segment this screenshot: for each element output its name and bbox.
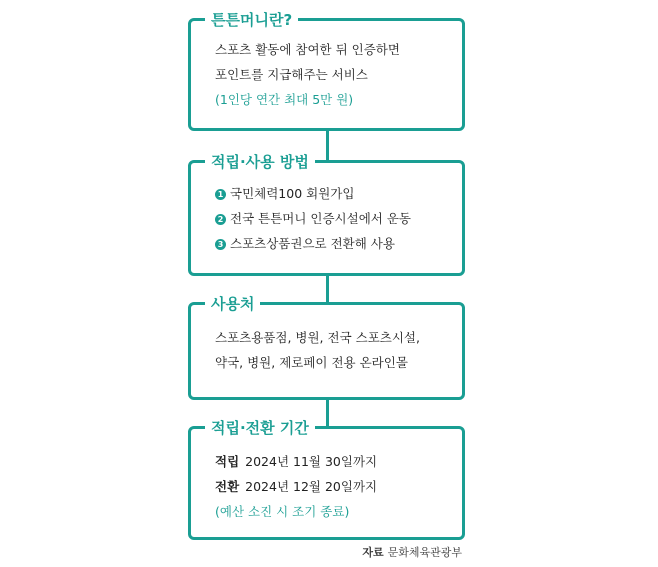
places-title: 사용처	[205, 294, 260, 314]
intro-line: 스포츠 활동에 참여한 뒤 인증하면	[215, 42, 400, 57]
method-steps	[215, 181, 452, 256]
intro-title: 튼튼머니란?	[205, 10, 298, 30]
period-row	[215, 474, 452, 499]
connector-line	[326, 274, 329, 304]
intro-box	[188, 11, 465, 131]
method-box	[188, 153, 465, 276]
intro-line: 포인트를 지급해주는 서비스	[215, 67, 368, 82]
period-row	[215, 449, 452, 474]
source-label: 자료	[362, 546, 384, 559]
places-box	[188, 295, 465, 400]
period-value: 2024년 11월 30일까지	[245, 454, 378, 469]
intro-note: (1인당 연간 최대 5만 원)	[215, 92, 354, 107]
intro-body	[215, 37, 452, 112]
step-number-badge: 1	[215, 189, 226, 200]
connector-line	[326, 130, 329, 162]
step-item	[215, 181, 452, 206]
places-line: 스포츠용품점, 병원, 전국 스포츠시설,	[215, 330, 420, 345]
step-text: 스포츠상품권으로 전환해 사용	[230, 236, 395, 251]
step-item	[215, 206, 452, 231]
step-text: 국민체력100 회원가입	[230, 186, 355, 201]
places-line: 약국, 병원, 제로페이 전용 온라인몰	[215, 355, 408, 370]
method-title: 적립·사용 방법	[205, 152, 315, 172]
source-credit	[362, 544, 462, 560]
connector-line	[326, 398, 329, 428]
period-body	[215, 449, 452, 524]
period-note: (예산 소진 시 조기 종료)	[215, 504, 350, 519]
step-item	[215, 231, 452, 256]
step-text: 전국 튼튼머니 인증시설에서 운동	[230, 211, 411, 226]
period-label: 적립	[215, 454, 240, 469]
step-number-badge: 3	[215, 239, 226, 250]
period-title: 적립·전환 기간	[205, 418, 315, 438]
step-number-badge: 2	[215, 214, 226, 225]
period-box	[188, 419, 465, 540]
places-body	[215, 325, 452, 375]
period-value: 2024년 12월 20일까지	[245, 479, 378, 494]
source-value: 문화체육관광부	[387, 546, 462, 559]
period-label: 전환	[215, 479, 240, 494]
